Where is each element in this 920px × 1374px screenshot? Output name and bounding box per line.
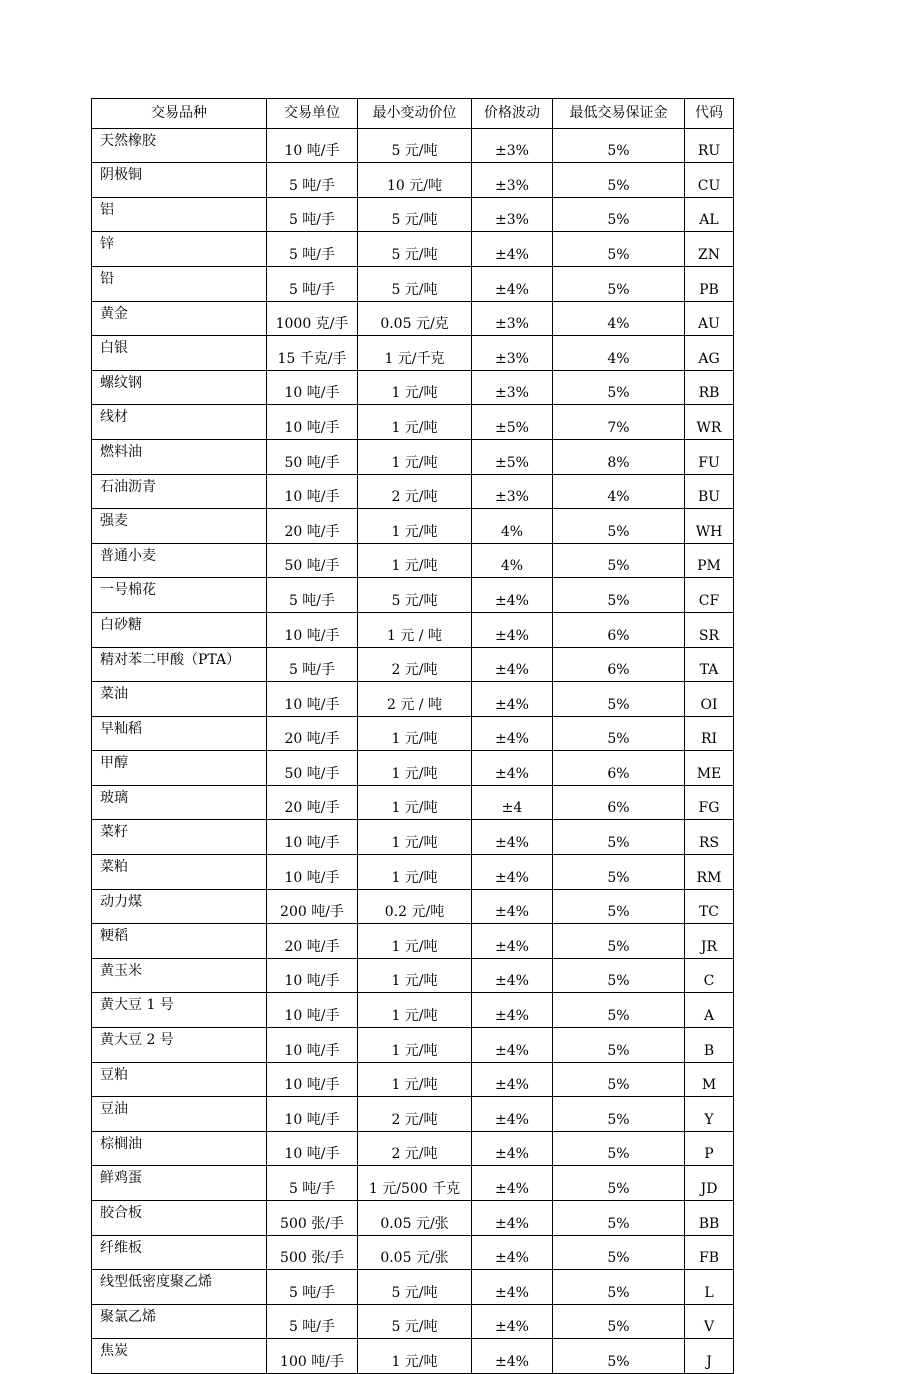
price-limit-cell: ±5% — [472, 439, 553, 474]
min-margin-cell: 5% — [553, 578, 685, 613]
tick-size-cell: 5 元/吨 — [358, 266, 472, 301]
price-limit-cell: ±4% — [472, 578, 553, 613]
min-margin-cell: 5% — [553, 370, 685, 405]
table-row — [92, 578, 734, 613]
price-limit-cell: ±4% — [472, 889, 553, 924]
trading-unit-cell: 10 吨/手 — [267, 855, 358, 890]
code-cell: PM — [685, 543, 734, 578]
price-limit-cell: ±4% — [472, 266, 553, 301]
min-margin-cell: 5% — [553, 855, 685, 890]
code-cell: CF — [685, 578, 734, 613]
trading-unit-cell: 5 吨/手 — [267, 1166, 358, 1201]
tick-size-cell: 1 元/吨 — [358, 1028, 472, 1063]
product-cell: 棕榈油 — [92, 1131, 267, 1166]
trading-unit-cell: 10 吨/手 — [267, 958, 358, 993]
table-row — [92, 820, 734, 855]
product-cell: 阴极铜 — [92, 163, 267, 198]
min-margin-cell: 5% — [553, 1166, 685, 1201]
min-margin-cell: 5% — [553, 1097, 685, 1132]
code-cell: RU — [685, 128, 734, 163]
price-limit-cell: ±4% — [472, 1062, 553, 1097]
trading-unit-cell: 5 吨/手 — [267, 163, 358, 198]
price-limit-cell: ±4 — [472, 785, 553, 820]
trading-unit-cell: 10 吨/手 — [267, 1062, 358, 1097]
code-cell: WR — [685, 405, 734, 440]
table-row — [92, 716, 734, 751]
product-cell: 白银 — [92, 336, 267, 371]
trading-unit-cell: 10 吨/手 — [267, 474, 358, 509]
code-cell: TA — [685, 647, 734, 682]
price-limit-cell: ±3% — [472, 128, 553, 163]
price-limit-cell: ±4% — [472, 1201, 553, 1236]
trading-unit-cell: 500 张/手 — [267, 1201, 358, 1236]
product-cell: 玻璃 — [92, 785, 267, 820]
table-row — [92, 1028, 734, 1063]
table-row — [92, 474, 734, 509]
trading-unit-cell: 5 吨/手 — [267, 647, 358, 682]
min-margin-cell: 5% — [553, 197, 685, 232]
product-cell: 焦炭 — [92, 1339, 267, 1374]
min-margin-cell: 5% — [553, 1339, 685, 1374]
trading-unit-cell: 500 张/手 — [267, 1235, 358, 1270]
table-row — [92, 163, 734, 198]
header-row — [92, 99, 734, 129]
code-cell: M — [685, 1062, 734, 1097]
table-row — [92, 993, 734, 1028]
min-margin-cell: 5% — [553, 1201, 685, 1236]
product-cell: 螺纹钢 — [92, 370, 267, 405]
code-cell: JR — [685, 924, 734, 959]
tick-size-cell: 0.05 元/克 — [358, 301, 472, 336]
code-cell: AL — [685, 197, 734, 232]
price-limit-cell: ±3% — [472, 474, 553, 509]
product-cell: 黄金 — [92, 301, 267, 336]
tick-size-cell: 1 元/吨 — [358, 1339, 472, 1374]
trading-unit-cell: 50 吨/手 — [267, 751, 358, 786]
min-margin-cell: 5% — [553, 820, 685, 855]
product-cell: 胶合板 — [92, 1201, 267, 1236]
product-cell: 豆油 — [92, 1097, 267, 1132]
code-cell: FB — [685, 1235, 734, 1270]
header-tick-size: 最小变动价位 — [358, 99, 472, 129]
trading-unit-cell: 20 吨/手 — [267, 924, 358, 959]
code-cell: TC — [685, 889, 734, 924]
trading-unit-cell: 5 吨/手 — [267, 1270, 358, 1305]
trading-unit-cell: 10 吨/手 — [267, 820, 358, 855]
min-margin-cell: 5% — [553, 1028, 685, 1063]
tick-size-cell: 2 元/吨 — [358, 647, 472, 682]
trading-unit-cell: 20 吨/手 — [267, 716, 358, 751]
min-margin-cell: 5% — [553, 958, 685, 993]
min-margin-cell: 5% — [553, 543, 685, 578]
table-row — [92, 128, 734, 163]
table-row — [92, 647, 734, 682]
product-cell: 铝 — [92, 197, 267, 232]
price-limit-cell: ±4% — [472, 751, 553, 786]
product-cell: 燃料油 — [92, 439, 267, 474]
product-cell: 聚氯乙烯 — [92, 1304, 267, 1339]
min-margin-cell: 5% — [553, 993, 685, 1028]
tick-size-cell: 2 元/吨 — [358, 1131, 472, 1166]
code-cell: B — [685, 1028, 734, 1063]
price-limit-cell: ±3% — [472, 301, 553, 336]
product-cell: 锌 — [92, 232, 267, 267]
min-margin-cell: 6% — [553, 751, 685, 786]
table-row — [92, 439, 734, 474]
tick-size-cell: 1 元/吨 — [358, 924, 472, 959]
price-limit-cell: ±4% — [472, 1235, 553, 1270]
price-limit-cell: ±4% — [472, 993, 553, 1028]
trading-unit-cell: 10 吨/手 — [267, 1131, 358, 1166]
tick-size-cell: 10 元/吨 — [358, 163, 472, 198]
code-cell: FU — [685, 439, 734, 474]
header-price-limit: 价格波动 — [472, 99, 553, 129]
price-limit-cell: 4% — [472, 509, 553, 544]
table-row — [92, 197, 734, 232]
price-limit-cell: 4% — [472, 543, 553, 578]
price-limit-cell: ±4% — [472, 682, 553, 717]
product-cell: 纤维板 — [92, 1235, 267, 1270]
code-cell: RS — [685, 820, 734, 855]
price-limit-cell: ±4% — [472, 1270, 553, 1305]
code-cell: A — [685, 993, 734, 1028]
table-header — [92, 99, 734, 129]
min-margin-cell: 5% — [553, 1270, 685, 1305]
table-row — [92, 1062, 734, 1097]
product-cell: 黄玉米 — [92, 958, 267, 993]
price-limit-cell: ±4% — [472, 612, 553, 647]
trading-unit-cell: 5 吨/手 — [267, 578, 358, 613]
price-limit-cell: ±4% — [472, 1131, 553, 1166]
price-limit-cell: ±4% — [472, 1028, 553, 1063]
min-margin-cell: 5% — [553, 266, 685, 301]
product-cell: 强麦 — [92, 509, 267, 544]
min-margin-cell: 5% — [553, 1131, 685, 1166]
product-cell: 石油沥青 — [92, 474, 267, 509]
product-cell: 动力煤 — [92, 889, 267, 924]
table-row — [92, 1270, 734, 1305]
price-limit-cell: ±4% — [472, 647, 553, 682]
trading-unit-cell: 10 吨/手 — [267, 993, 358, 1028]
min-margin-cell: 5% — [553, 1235, 685, 1270]
trading-unit-cell: 1000 克/手 — [267, 301, 358, 336]
code-cell: AG — [685, 336, 734, 371]
tick-size-cell: 0.05 元/张 — [358, 1201, 472, 1236]
table-row — [92, 266, 734, 301]
tick-size-cell: 5 元/吨 — [358, 1304, 472, 1339]
product-cell: 一号棉花 — [92, 578, 267, 613]
tick-size-cell: 1 元/吨 — [358, 405, 472, 440]
trading-unit-cell: 5 吨/手 — [267, 232, 358, 267]
code-cell: P — [685, 1131, 734, 1166]
price-limit-cell: ±3% — [472, 336, 553, 371]
product-cell: 线材 — [92, 405, 267, 440]
trading-unit-cell: 10 吨/手 — [267, 405, 358, 440]
table-row — [92, 509, 734, 544]
code-cell: SR — [685, 612, 734, 647]
product-cell: 菜粕 — [92, 855, 267, 890]
product-cell: 菜油 — [92, 682, 267, 717]
code-cell: ZN — [685, 232, 734, 267]
code-cell: OI — [685, 682, 734, 717]
price-limit-cell: ±3% — [472, 163, 553, 198]
price-limit-cell: ±4% — [472, 1339, 553, 1374]
code-cell: V — [685, 1304, 734, 1339]
tick-size-cell: 5 元/吨 — [358, 1270, 472, 1305]
product-cell: 白砂糖 — [92, 612, 267, 647]
code-cell: JD — [685, 1166, 734, 1201]
trading-unit-cell: 200 吨/手 — [267, 889, 358, 924]
trading-unit-cell: 5 吨/手 — [267, 197, 358, 232]
futures-contract-table — [91, 98, 734, 1374]
header-min-margin: 最低交易保证金 — [553, 99, 685, 129]
price-limit-cell: ±4% — [472, 1097, 553, 1132]
price-limit-cell: ±3% — [472, 370, 553, 405]
tick-size-cell: 5 元/吨 — [358, 197, 472, 232]
table-row — [92, 855, 734, 890]
code-cell: CU — [685, 163, 734, 198]
table-row — [92, 336, 734, 371]
table-row — [92, 958, 734, 993]
trading-unit-cell: 15 千克/手 — [267, 336, 358, 371]
code-cell: PB — [685, 266, 734, 301]
min-margin-cell: 5% — [553, 163, 685, 198]
price-limit-cell: ±4% — [472, 855, 553, 890]
table-row — [92, 1201, 734, 1236]
min-margin-cell: 5% — [553, 128, 685, 163]
min-margin-cell: 4% — [553, 474, 685, 509]
tick-size-cell: 1 元/吨 — [358, 820, 472, 855]
code-cell: RI — [685, 716, 734, 751]
code-cell: RB — [685, 370, 734, 405]
table-row — [92, 751, 734, 786]
tick-size-cell: 0.2 元/吨 — [358, 889, 472, 924]
price-limit-cell: ±4% — [472, 232, 553, 267]
trading-unit-cell: 50 吨/手 — [267, 543, 358, 578]
min-margin-cell: 5% — [553, 1304, 685, 1339]
min-margin-cell: 5% — [553, 682, 685, 717]
trading-unit-cell: 10 吨/手 — [267, 128, 358, 163]
table-row — [92, 1097, 734, 1132]
min-margin-cell: 8% — [553, 439, 685, 474]
tick-size-cell: 1 元/吨 — [358, 1062, 472, 1097]
table-row — [92, 682, 734, 717]
table-row — [92, 1339, 734, 1374]
trading-unit-cell: 5 吨/手 — [267, 1304, 358, 1339]
code-cell: FG — [685, 785, 734, 820]
code-cell: BU — [685, 474, 734, 509]
table-row — [92, 924, 734, 959]
tick-size-cell: 0.05 元/张 — [358, 1235, 472, 1270]
table-row — [92, 1131, 734, 1166]
price-limit-cell: ±4% — [472, 820, 553, 855]
trading-unit-cell: 10 吨/手 — [267, 682, 358, 717]
min-margin-cell: 6% — [553, 785, 685, 820]
product-cell: 铅 — [92, 266, 267, 301]
price-limit-cell: ±4% — [472, 716, 553, 751]
trading-unit-cell: 100 吨/手 — [267, 1339, 358, 1374]
trading-unit-cell: 50 吨/手 — [267, 439, 358, 474]
product-cell: 菜籽 — [92, 820, 267, 855]
min-margin-cell: 5% — [553, 889, 685, 924]
header-code: 代码 — [685, 99, 734, 129]
tick-size-cell: 1 元 / 吨 — [358, 612, 472, 647]
price-limit-cell: ±4% — [472, 1166, 553, 1201]
tick-size-cell: 1 元/吨 — [358, 509, 472, 544]
code-cell: WH — [685, 509, 734, 544]
tick-size-cell: 1 元/吨 — [358, 370, 472, 405]
tick-size-cell: 1 元/吨 — [358, 855, 472, 890]
trading-unit-cell: 10 吨/手 — [267, 1097, 358, 1132]
tick-size-cell: 1 元/吨 — [358, 751, 472, 786]
min-margin-cell: 6% — [553, 647, 685, 682]
code-cell: L — [685, 1270, 734, 1305]
table-body — [92, 128, 734, 1373]
min-margin-cell: 4% — [553, 301, 685, 336]
min-margin-cell: 6% — [553, 612, 685, 647]
product-cell: 粳稻 — [92, 924, 267, 959]
tick-size-cell: 5 元/吨 — [358, 578, 472, 613]
min-margin-cell: 5% — [553, 232, 685, 267]
tick-size-cell: 1 元/吨 — [358, 993, 472, 1028]
min-margin-cell: 7% — [553, 405, 685, 440]
code-cell: RM — [685, 855, 734, 890]
table-row — [92, 370, 734, 405]
trading-unit-cell: 20 吨/手 — [267, 509, 358, 544]
price-limit-cell: ±5% — [472, 405, 553, 440]
table-row — [92, 1235, 734, 1270]
tick-size-cell: 2 元 / 吨 — [358, 682, 472, 717]
trading-unit-cell: 10 吨/手 — [267, 1028, 358, 1063]
table-row — [92, 889, 734, 924]
min-margin-cell: 5% — [553, 509, 685, 544]
price-limit-cell: ±4% — [472, 958, 553, 993]
product-cell: 精对苯二甲酸（PTA） — [92, 647, 267, 682]
trading-unit-cell: 10 吨/手 — [267, 370, 358, 405]
tick-size-cell: 1 元/吨 — [358, 958, 472, 993]
price-limit-cell: ±4% — [472, 924, 553, 959]
tick-size-cell: 5 元/吨 — [358, 128, 472, 163]
table-row — [92, 405, 734, 440]
tick-size-cell: 2 元/吨 — [358, 474, 472, 509]
code-cell: ME — [685, 751, 734, 786]
tick-size-cell: 2 元/吨 — [358, 1097, 472, 1132]
code-cell: Y — [685, 1097, 734, 1132]
min-margin-cell: 5% — [553, 924, 685, 959]
price-limit-cell: ±4% — [472, 1304, 553, 1339]
trading-unit-cell: 10 吨/手 — [267, 612, 358, 647]
table-row — [92, 1166, 734, 1201]
product-cell: 天然橡胶 — [92, 128, 267, 163]
trading-unit-cell: 5 吨/手 — [267, 266, 358, 301]
product-cell: 鲜鸡蛋 — [92, 1166, 267, 1201]
table-row — [92, 232, 734, 267]
tick-size-cell: 1 元/吨 — [358, 543, 472, 578]
product-cell: 早籼稻 — [92, 716, 267, 751]
product-cell: 黄大豆 1 号 — [92, 993, 267, 1028]
min-margin-cell: 5% — [553, 716, 685, 751]
tick-size-cell: 5 元/吨 — [358, 232, 472, 267]
table-row — [92, 612, 734, 647]
tick-size-cell: 1 元/吨 — [358, 785, 472, 820]
product-cell: 甲醇 — [92, 751, 267, 786]
code-cell: J — [685, 1339, 734, 1374]
table-row — [92, 1304, 734, 1339]
table-row — [92, 785, 734, 820]
trading-unit-cell: 20 吨/手 — [267, 785, 358, 820]
header-trading-unit: 交易单位 — [267, 99, 358, 129]
product-cell: 豆粕 — [92, 1062, 267, 1097]
tick-size-cell: 1 元/500 千克 — [358, 1166, 472, 1201]
tick-size-cell: 1 元/吨 — [358, 439, 472, 474]
tick-size-cell: 1 元/千克 — [358, 336, 472, 371]
product-cell: 线型低密度聚乙烯 — [92, 1270, 267, 1305]
price-limit-cell: ±3% — [472, 197, 553, 232]
min-margin-cell: 5% — [553, 1062, 685, 1097]
product-cell: 普通小麦 — [92, 543, 267, 578]
code-cell: C — [685, 958, 734, 993]
code-cell: BB — [685, 1201, 734, 1236]
table-row — [92, 301, 734, 336]
table-row — [92, 543, 734, 578]
product-cell: 黄大豆 2 号 — [92, 1028, 267, 1063]
header-product: 交易品种 — [92, 99, 267, 129]
code-cell: AU — [685, 301, 734, 336]
min-margin-cell: 4% — [553, 336, 685, 371]
tick-size-cell: 1 元/吨 — [358, 716, 472, 751]
